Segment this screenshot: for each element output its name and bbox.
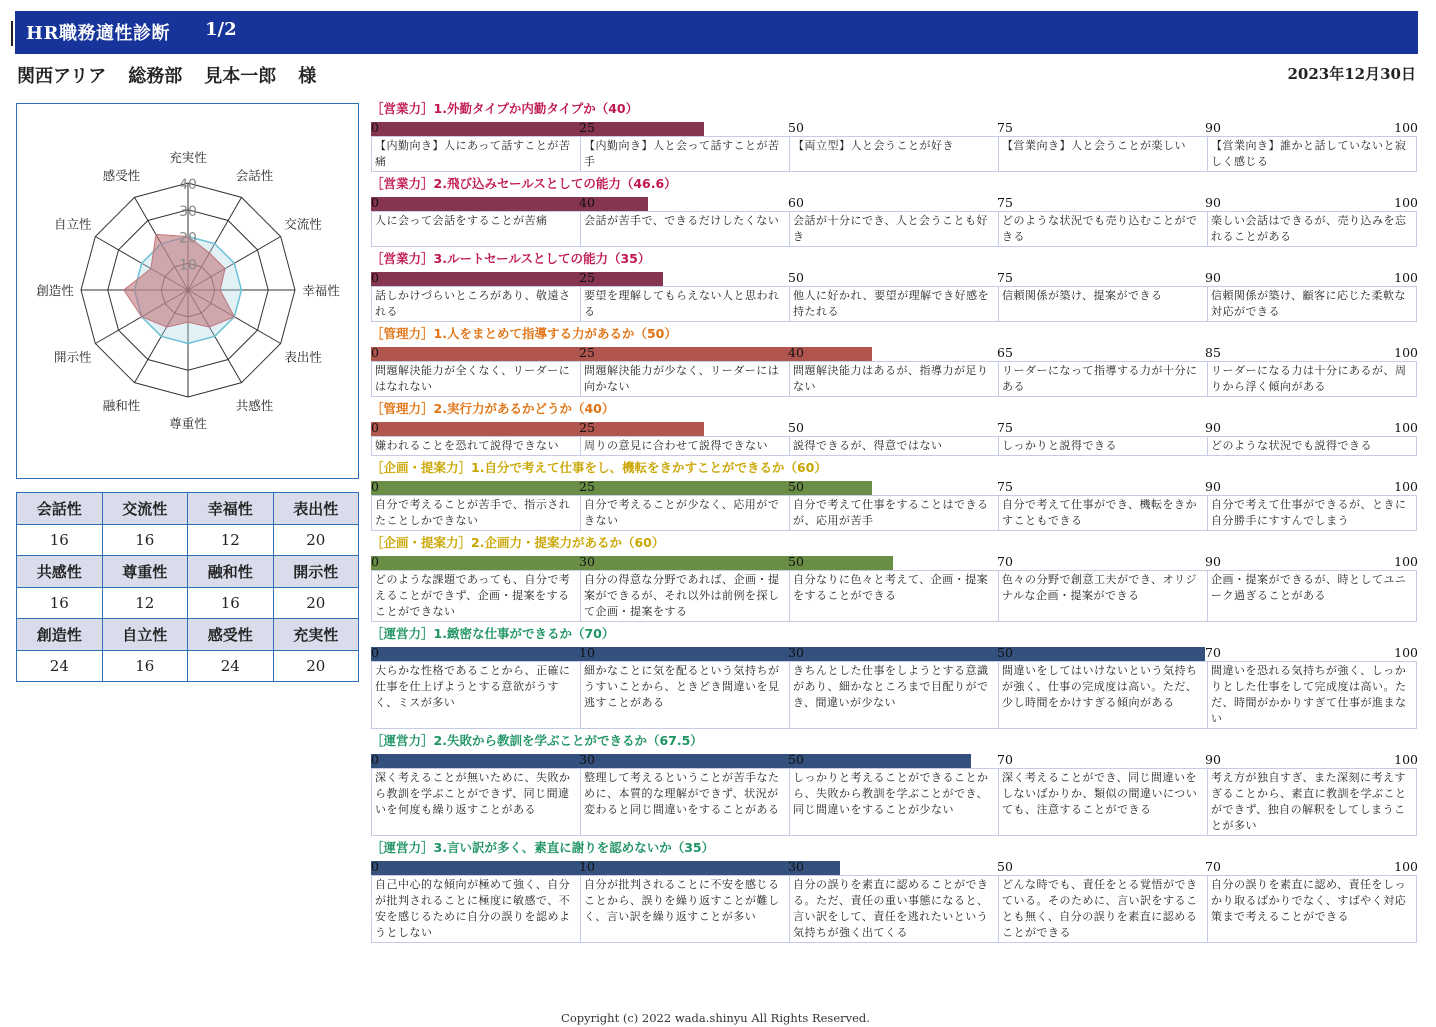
description-cell: 自分で考えることが苦手で、指示されたことしかできない: [375, 498, 571, 527]
description-cell: 深く考えることが無いために、失敗から教訓を学ぶことができず、同じ間違いを何度も繰り返すことがある: [375, 771, 571, 816]
item-title: ［営業力］2.飛び込みセールスとしての能力（46.6）: [371, 176, 677, 191]
radar-axis-label: 交流性: [284, 216, 322, 232]
axis-tick-label: 50: [788, 120, 804, 135]
description-cell: 自分で考えて仕事ができ、機転をきかすこともできる: [998, 496, 1207, 530]
score-bar-fill: [371, 754, 971, 768]
description-cell: 嫌われることを恐れて説得できない: [375, 439, 559, 452]
department-label: 総務部: [128, 66, 183, 87]
axis-tick-label: 10: [579, 859, 595, 874]
description-cell: 他人に好かれ、要望が理解でき好感を持たれる: [789, 287, 998, 321]
score-label: 自立性: [102, 619, 188, 651]
score-bar-fill: [371, 556, 893, 570]
axis-tick-label: 90: [1205, 195, 1221, 210]
score-bar-row: [371, 343, 1418, 361]
description-row: [371, 136, 1417, 172]
axis-tick-label: 25: [579, 345, 595, 360]
description-cell: 自分で考えることが少なく、応用ができない: [580, 496, 789, 530]
score-label: 表出性: [273, 493, 359, 525]
axis-tick-label: 100: [1394, 345, 1418, 360]
axis-tick-label: 70: [1205, 645, 1221, 660]
score-value: 20: [273, 525, 359, 556]
description-cell: きちんとした仕事をしようとする意識があり、細かなところまで目配りができ、間違いが少ない: [789, 662, 998, 728]
score-bar-fill: [371, 122, 704, 136]
description-cell: 自分で考えて仕事ができるが、ときに自分勝手にすすんでしまう: [1207, 496, 1416, 530]
radar-axis-label: 表出性: [284, 349, 322, 365]
score-bar-row: [371, 118, 1418, 136]
score-label: 充実性: [273, 619, 359, 651]
axis-tick-label: 25: [579, 479, 595, 494]
axis-tick-label: 75: [997, 479, 1013, 494]
axis-tick-label: 100: [1394, 420, 1418, 435]
axis-tick-label: 0: [371, 645, 379, 660]
axis-tick-label: 50: [997, 859, 1013, 874]
score-bar-row: [371, 552, 1418, 570]
score-bar-fill: [371, 272, 663, 286]
axis-tick-label: 10: [579, 645, 595, 660]
description-cell: 色々の分野で創意工夫ができ、オリジナルな企画・提案ができる: [998, 571, 1207, 621]
score-label: 尊重性: [102, 556, 188, 588]
description-cell: 自分なりに色々と考えて、企画・提案をすることができる: [789, 571, 998, 621]
score-value: 16: [17, 525, 103, 556]
axis-tick-label: 100: [1394, 270, 1418, 285]
axis-tick-label: 75: [997, 270, 1013, 285]
axis-tick-label: 100: [1394, 752, 1418, 767]
description-cell: 間違いを恐れる気持ちが強く、しっかりとした仕事をして完成度は高い。ただ、時間がかかりすぎて仕事が進まない: [1207, 662, 1416, 728]
item-title: ［管理力］2.実行力があるかどうか（40）: [371, 401, 615, 416]
header-marker: [11, 21, 13, 46]
description-cell: 【内勤向き】人にあって話すことが苦痛: [375, 139, 571, 168]
description-cell: 信頼関係が築け、提案ができる: [998, 287, 1207, 321]
description-cell: 問題解決能力が全くなく、リーダーにはなれない: [375, 364, 571, 393]
axis-tick-label: 90: [1205, 752, 1221, 767]
person-name: 見本一郎: [204, 66, 277, 87]
description-cell: 深く考えることができ、同じ間違いをしないばかりか、類似の間違いについても、注意することができる: [998, 769, 1207, 835]
description-cell: 【内勤向き】人と会って話すことが苦手: [580, 137, 789, 171]
item-title: ［営業力］1.外勤タイプか内勤タイプか（40）: [371, 101, 639, 116]
region-label: 関西アリア: [17, 66, 107, 87]
description-row: [371, 436, 1417, 456]
description-cell: 説得できるが、得意ではない: [789, 437, 998, 455]
axis-tick-label: 40: [788, 345, 804, 360]
axis-tick-label: 50: [788, 420, 804, 435]
axis-tick-label: 75: [997, 120, 1013, 135]
description-cell: 自分の得意な分野であれば、企画・提案ができるが、それ以外は前例を探して企画・提案をする: [580, 571, 789, 621]
report-title: HR職務適性診断: [26, 23, 170, 44]
score-value: 12: [188, 525, 274, 556]
radar-axis-label: 自立性: [54, 216, 92, 232]
axis-tick-label: 50: [788, 554, 804, 569]
description-cell: 自分で考えて仕事をすることはできるが、応用が苦手: [789, 496, 998, 530]
radar-axis-label: 会話性: [235, 167, 274, 183]
radar-axis-label: 幸福性: [302, 283, 340, 298]
description-cell: 会話が十分にでき、人と会うことも好き: [789, 212, 998, 246]
score-header-row: [17, 619, 359, 651]
axis-tick-label: 50: [788, 752, 804, 767]
axis-tick-label: 100: [1394, 554, 1418, 569]
description-cell: 企画・提案ができるが、時としてユニーク過ぎることがある: [1207, 571, 1416, 621]
score-value: 20: [273, 588, 359, 619]
axis-tick-label: 30: [579, 554, 595, 569]
radar-axis-label: 創造性: [36, 283, 74, 298]
axis-tick-label: 85: [1205, 345, 1221, 360]
score-bar-fill: [371, 422, 704, 436]
radar-axis-label: 融和性: [102, 398, 141, 414]
score-label: 交流性: [102, 493, 188, 525]
description-cell: リーダーになって指導する力が十分にある: [998, 362, 1207, 396]
axis-tick-label: 50: [788, 270, 804, 285]
score-label: 幸福性: [188, 493, 274, 525]
score-value: 16: [188, 588, 274, 619]
description-cell: どのような状況でも説得できる: [1207, 437, 1416, 455]
description-row: [371, 875, 1417, 943]
description-cell: 自分の誤りを素直に認め、責任をしっかり取るばかりでなく、すばやく対応策まで考えることができる: [1207, 876, 1416, 942]
report-date: 2023年12月30日: [1287, 65, 1416, 83]
description-row: [371, 570, 1417, 622]
item-title: ［運営力］3.言い訳が多く、素直に謝りを認めないか（35）: [371, 840, 715, 855]
axis-tick-label: 90: [1205, 120, 1221, 135]
score-label: 融和性: [188, 556, 274, 588]
axis-tick-label: 30: [788, 859, 804, 874]
axis-tick-label: 100: [1394, 645, 1418, 660]
axis-tick-label: 25: [579, 120, 595, 135]
axis-tick-label: 0: [371, 859, 379, 874]
description-cell: 考え方が独自すぎ、また深刻に考えすぎることから、素直に教訓を学ぶことができず、独自の解釈をしてしまうことが多い: [1207, 769, 1416, 835]
radar-scale-label: 10: [179, 257, 197, 274]
description-cell: しっかりと考えることができることから、失敗から教訓を学ぶことができ、同じ間違いをすることが少ない: [789, 769, 998, 835]
axis-tick-label: 100: [1394, 120, 1418, 135]
score-bar-row: [371, 418, 1418, 436]
description-row: [371, 286, 1417, 322]
score-bar-row: [371, 477, 1418, 495]
radar-axis-label: 充実性: [169, 150, 207, 165]
score-value-row: [17, 588, 359, 619]
item-title: ［企画・提案力］2.企画力・提案力があるか（60）: [371, 535, 665, 550]
description-cell: 問題解決能力はあるが、指導力が足りない: [789, 362, 998, 396]
score-value: 24: [188, 651, 274, 682]
score-bar-row: [371, 643, 1418, 661]
axis-tick-label: 25: [579, 270, 595, 285]
axis-tick-label: 100: [1394, 859, 1418, 874]
axis-tick-label: 50: [788, 479, 804, 494]
axis-tick-label: 70: [1205, 859, 1221, 874]
radar-axis-label: 開示性: [54, 349, 92, 365]
score-value: 16: [102, 651, 188, 682]
axis-tick-label: 0: [371, 479, 379, 494]
copyright: Copyright (c) 2022 wada.shinyu All Rights Reserved.: [561, 1011, 870, 1025]
description-cell: どんな時でも、責任をとる覚悟ができている。そのために、言い訳をすることも無く、自分の誤りを素直に認めることができる: [998, 876, 1207, 942]
score-value-row: [17, 525, 359, 556]
description-cell: 整理して考えるということが苦手なために、本質的な理解ができず、状況が変わると同じ間違いをすることがある: [580, 769, 789, 835]
axis-tick-label: 60: [788, 195, 804, 210]
assessment-items: [371, 99, 1418, 945]
score-value: 20: [273, 651, 359, 682]
axis-tick-label: 30: [788, 645, 804, 660]
score-header-row: [17, 556, 359, 588]
score-bar-row: [371, 857, 1418, 875]
score-table: [16, 492, 359, 682]
axis-tick-label: 0: [371, 195, 379, 210]
page-indicator: 1/2: [205, 19, 237, 40]
honorific: 様: [298, 66, 317, 87]
score-value: 16: [102, 525, 188, 556]
axis-tick-label: 50: [997, 645, 1013, 660]
description-cell: 楽しい会話はできるが、売り込みを忘れることがある: [1207, 212, 1416, 246]
score-value: 16: [17, 588, 103, 619]
axis-tick-label: 0: [371, 554, 379, 569]
axis-tick-label: 70: [997, 752, 1013, 767]
axis-tick-label: 30: [579, 752, 595, 767]
description-cell: 要望を理解してもらえない人と思われる: [580, 287, 789, 321]
radar-scale-label: 20: [179, 230, 197, 247]
radar-axis-label: 感受性: [102, 167, 141, 183]
description-cell: どのような課題であっても、自分で考えることができず、企画・提案をすることができない: [375, 573, 571, 618]
score-bar-row: [371, 750, 1418, 768]
description-cell: 【両立型】人と会うことが好き: [789, 137, 998, 171]
axis-tick-label: 90: [1205, 270, 1221, 285]
description-cell: 間違いをしてはいけないという気持ちが強く、仕事の完成度は高い。ただ、少し時間をかけすぎる傾向がある: [998, 662, 1207, 728]
axis-tick-label: 100: [1394, 195, 1418, 210]
axis-tick-label: 0: [371, 420, 379, 435]
description-cell: 大らかな性格であることから、正確に仕事を仕上げようとする意欲がうすく、ミスが多い: [375, 664, 571, 709]
radar-scale-label: 40: [179, 177, 197, 193]
score-label: 会話性: [17, 493, 103, 525]
description-cell: 自分が批判されることに不安を感じることから、誤りを繰り返すことが難しく、言い訳を繰り返すことが多い: [580, 876, 789, 942]
radar-axis-label: 共感性: [235, 398, 274, 414]
description-row: [371, 661, 1417, 729]
description-row: [371, 495, 1417, 531]
axis-tick-label: 65: [997, 345, 1013, 360]
axis-tick-label: 75: [997, 420, 1013, 435]
description-cell: 自己中心的な傾向が極めて強く、自分が批判されることに極度に敏感で、不安を感じるために自分の誤りを認めようとしない: [375, 878, 571, 939]
score-bar-row: [371, 193, 1418, 211]
radar-scale-label: 30: [179, 203, 197, 220]
description-cell: 【営業向き】誰かと話していないと寂しく感じる: [1207, 137, 1416, 171]
axis-tick-label: 90: [1205, 479, 1221, 494]
item-title: ［運営力］2.失敗から教訓を学ぶことができるか（67.5）: [371, 733, 703, 748]
score-bar-fill: [371, 197, 648, 211]
item-title: ［企画・提案力］1.自分で考えて仕事をし、機転をきかすことができるか（60）: [371, 460, 827, 475]
score-header-row: [17, 493, 359, 525]
score-value: 24: [17, 651, 103, 682]
axis-tick-label: 75: [997, 195, 1013, 210]
description-cell: 人に会って会話をすることが苦痛: [375, 214, 548, 227]
description-cell: 自分の誤りを素直に認めることができる。ただ、責任の重い事態になると、言い訳をして、責任を逃れたいという気持ちが強く出てくる: [789, 876, 998, 942]
score-bar-fill: [371, 861, 840, 875]
axis-tick-label: 90: [1205, 554, 1221, 569]
axis-tick-label: 100: [1394, 479, 1418, 494]
description-cell: 周りの意見に合わせて説得できない: [580, 437, 789, 455]
description-row: [371, 361, 1417, 397]
description-cell: しっかりと説得できる: [998, 437, 1207, 455]
description-row: [371, 211, 1417, 247]
axis-tick-label: 0: [371, 270, 379, 285]
description-cell: 細かなことに気を配るという気持ちがうすいことから、ときどき間違いを見逃すことがある: [580, 662, 789, 728]
description-cell: 信頼関係が築け、顧客に応じた柔軟な対応ができる: [1207, 287, 1416, 321]
person-info: [17, 62, 338, 88]
score-label: 開示性: [273, 556, 359, 588]
item-title: ［運営力］1.緻密な仕事ができるか（70）: [371, 626, 615, 641]
score-value: 12: [102, 588, 188, 619]
description-cell: 問題解決能力が少なく、リーダーには向かない: [580, 362, 789, 396]
axis-tick-label: 40: [579, 195, 595, 210]
score-bar-row: [371, 268, 1418, 286]
axis-tick-label: 0: [371, 752, 379, 767]
description-cell: 話しかけづらいところがあり、敬遠される: [375, 289, 571, 318]
radar-chart-panel: [16, 103, 359, 479]
item-title: ［営業力］3.ルートセールスとしての能力（35）: [371, 251, 651, 266]
axis-tick-label: 70: [997, 554, 1013, 569]
score-label: 共感性: [17, 556, 103, 588]
description-cell: どのような状況でも売り込むことができる: [998, 212, 1207, 246]
description-cell: リーダーになる力は十分にあるが、周りから浮く傾向がある: [1207, 362, 1416, 396]
description-cell: 【営業向き】人と会うことが楽しい: [998, 137, 1207, 171]
radar-chart: [17, 104, 360, 480]
score-label: 創造性: [17, 619, 103, 651]
axis-tick-label: 0: [371, 345, 379, 360]
description-cell: 会話が苦手で、できるだけしたくない: [580, 212, 789, 246]
description-row: [371, 768, 1417, 836]
axis-tick-label: 0: [371, 120, 379, 135]
item-title: ［管理力］1.人をまとめて指導する力があるか（50）: [371, 326, 677, 341]
score-value-row: [17, 651, 359, 682]
score-label: 感受性: [188, 619, 274, 651]
axis-tick-label: 25: [579, 420, 595, 435]
axis-tick-label: 90: [1205, 420, 1221, 435]
radar-axis-label: 尊重性: [169, 416, 207, 431]
